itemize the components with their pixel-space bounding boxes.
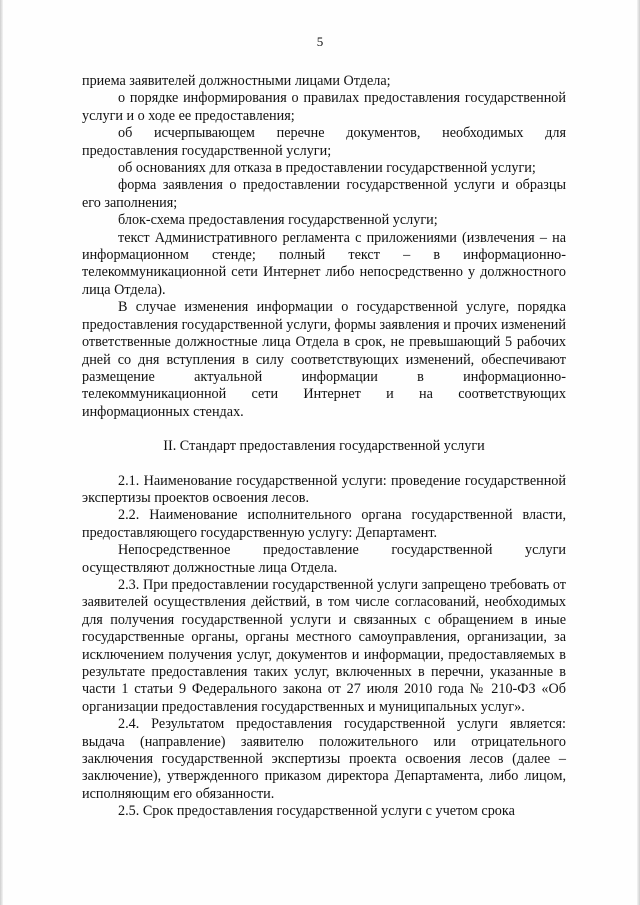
paragraph: 2.4. Результатом предоставления государственной услуги является: выдача (направление) заявителю положительного или отрицательного заключения государственной экспертизы проекта освоения лесов (далее – заключение), утвержденного приказом директора Департамента, либо лицом, исполняющим его обязанности.	[82, 716, 566, 802]
paragraph: Непосредственное предоставление государственной услуги осуществляют должностные лица Отдела.	[82, 542, 566, 576]
paragraph: 2.3. При предоставлении государственной услуги запрещено требовать от заявителей осуществления действий, в том числе согласований, необходимых для получения государственной услуги и связанных с обращением в иные государственные органы, органы местного самоуправления, организации, за исключением получения услуг, документов и информации, предоставляемых в результате предоставления таких услуг, включенных в перечни, указанные в части 1 статьи 9 Федерального закона от 27 июля 2010 года № 210-ФЗ «Об организации предоставления государственных и муниципальных услуг».	[82, 576, 566, 715]
paragraph: 2.2. Наименование исполнительного органа государственной власти, предоставляющего государственную услугу: Департамент.	[82, 507, 566, 541]
paragraph: об исчерпывающем перечне документов, необходимых для предоставления государственной услуги;	[82, 125, 566, 159]
paragraph: блок-схема предоставления государственной услуги;	[118, 212, 438, 229]
standard-section	[82, 473, 566, 821]
info-list-section	[82, 73, 566, 421]
paragraph: об основаниях для отказа в предоставлении государственной услуги;	[118, 160, 536, 177]
document-body	[82, 73, 566, 821]
scan-edge-left	[0, 0, 3, 905]
paragraph: текст Административного регламента с приложениями (извлечения – на информационном стенде; полный текст – в информационно-телекоммуникационной сети Интернет либо непосредственно у должностного лица Отдела).	[82, 229, 566, 298]
paragraph: форма заявления о предоставлении государственной услуги и образцы его заполнения;	[82, 177, 566, 211]
paragraph: 2.1. Наименование государственной услуги: проведение государственной экспертизы проектов освоения лесов.	[82, 472, 566, 506]
paragraph: 2.5. Срок предоставления государственной услуги с учетом срока	[118, 803, 515, 820]
paragraph: приема заявителей должностными лицами Отдела;	[82, 73, 391, 89]
paragraph: о порядке информирования о правилах предоставления государственной услуги и о ходе ее предоставления;	[82, 90, 566, 124]
page-number: 5	[316, 34, 324, 49]
paragraph: В случае изменения информации о государственной услуге, порядка предоставления государственной услуги, формы заявления и прочих изменений ответственные должностные лица Отдела в срок, не превышающий 5 рабочих дней со дня вступления в силу соответствующих изменений, обеспечивают размещение актуальной информации в информационно-телекоммуникационной сети Интернет и на соответствующих информационных стендах.	[82, 299, 566, 420]
section-heading: II. Стандарт предоставления государственной услуги	[163, 438, 485, 455]
